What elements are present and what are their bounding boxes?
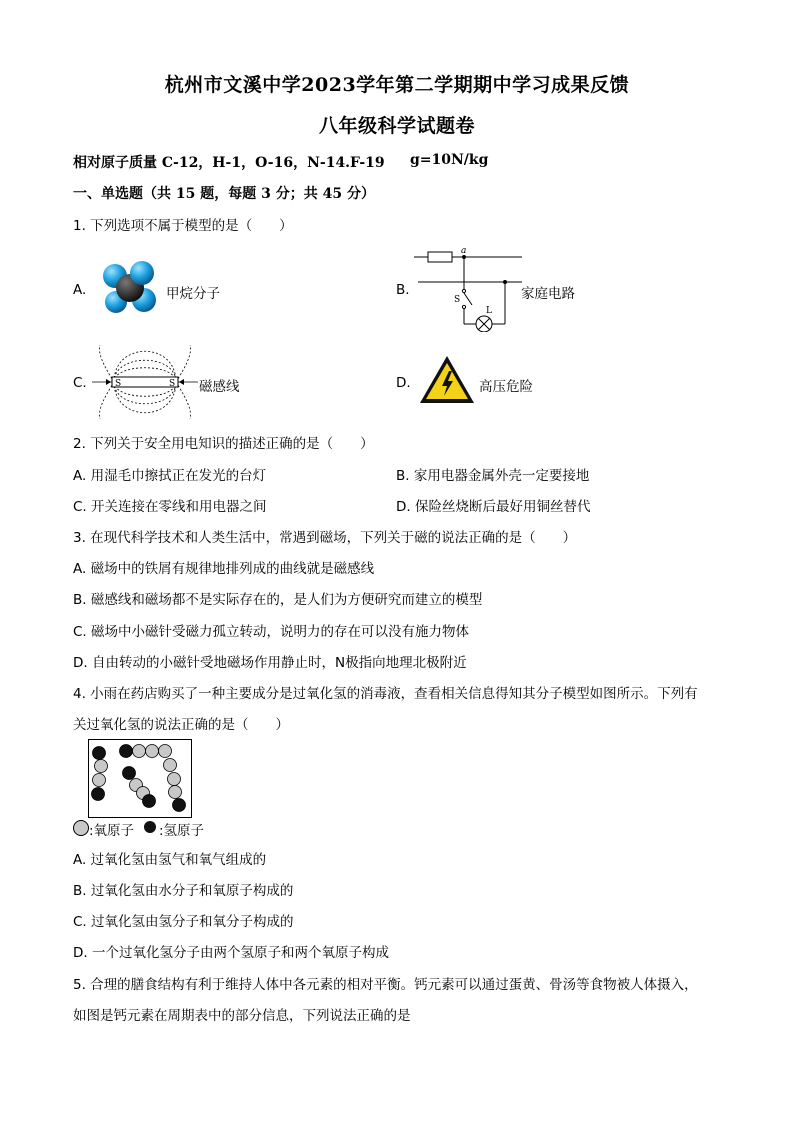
q1-option-b-label: B. (396, 282, 410, 298)
q1-option-a-label: A. (73, 282, 87, 298)
q3-option-a: A. 磁场中的铁屑有规律地排列成的曲线就是磁感线 (73, 561, 375, 577)
section-heading: 一、单选题（共 15 题，每题 3 分；共 45 分） (73, 186, 375, 202)
hydrogen-atom-icon (144, 821, 156, 833)
q4-option-b: B. 过氧化氢由水分子和氧原子构成的 (73, 883, 294, 899)
q3-stem: 3. 在现代科学技术和人类生活中，常遇到磁场，下列关于磁的说法正确的是（ ） (73, 530, 577, 546)
q4-option-a: A. 过氧化氢由氢气和氧气组成的 (73, 852, 267, 868)
q1-option-b-text: 家庭电路 (521, 286, 575, 302)
atomic-mass-line: 相对原子质量 C-12，H-1，O-16，N-14.F-19 (73, 155, 385, 171)
magnetic-field-lines-figure (92, 343, 198, 421)
high-voltage-warning-icon (418, 354, 476, 406)
hydrogen-legend-label: :氢原子 (159, 823, 205, 839)
page-subtitle: 八年级科学试题卷 (318, 115, 475, 137)
q1-option-d-text: 高压危险 (479, 379, 533, 395)
label-a: a (461, 246, 467, 256)
household-circuit-figure (414, 244, 524, 332)
gravity-constant: g=10N/kg (410, 152, 489, 168)
magnet-pole-right: S (169, 379, 176, 389)
q5-stem-line2: 如图是钙元素在周期表中的部分信息，下列说法正确的是 (73, 1008, 411, 1024)
label-l: L (486, 306, 492, 316)
q1-option-c-label: C. (73, 375, 87, 391)
q3-option-c: C. 磁场中小磁针受磁力孤立转动，说明力的存在可以没有施力物体 (73, 624, 470, 640)
oxygen-atom-icon (73, 820, 89, 836)
q4-option-d: D. 一个过氧化氢分子由两个氢原子和两个氧原子构成 (73, 945, 389, 961)
q1-option-c-text: 磁感线 (199, 379, 240, 395)
q2-option-c: C. 开关连接在零线和用电器之间 (73, 499, 267, 515)
methane-molecule-figure (100, 258, 160, 320)
hydrogen-peroxide-model-figure (88, 739, 193, 819)
q1-stem: 1. 下列选项不属于模型的是（ ） (73, 218, 293, 234)
page-title: 杭州市文溪中学2023学年第二学期期中学习成果反馈 (164, 74, 630, 96)
q4-option-c: C. 过氧化氢由氢分子和氧分子构成的 (73, 914, 294, 930)
q2-option-a: A. 用湿毛巾擦拭正在发光的台灯 (73, 468, 267, 484)
label-s: S (454, 295, 461, 305)
magnet-pole-left: S (115, 379, 122, 389)
q3-option-b: B. 磁感线和磁场都不是实际存在的，是人们为方便研究而建立的模型 (73, 592, 483, 608)
q1-option-a-text: 甲烷分子 (166, 286, 220, 302)
q2-option-b: B. 家用电器金属外壳一定要接地 (396, 468, 590, 484)
q5-stem-line1: 5. 合理的膳食结构有利于维持人体中各元素的相对平衡。钙元素可以通过蛋黄、骨汤等食物被人体摄入， (73, 977, 698, 993)
oxygen-legend-label: :氧原子 (89, 823, 135, 839)
q4-stem-line2: 关过氧化氢的说法正确的是（ ） (73, 717, 289, 733)
q2-stem: 2. 下列关于安全用电知识的描述正确的是（ ） (73, 436, 374, 452)
q1-option-d-label: D. (396, 375, 411, 391)
q2-option-d: D. 保险丝烧断后最好用铜丝替代 (396, 499, 591, 515)
q3-option-d: D. 自由转动的小磁针受地磁场作用静止时，N极指向地理北极附近 (73, 655, 467, 671)
q4-stem-line1: 4. 小雨在药店购买了一种主要成分是过氧化氢的消毒液，查看相关信息得知其分子模型如图所示。下列有 (73, 686, 698, 702)
